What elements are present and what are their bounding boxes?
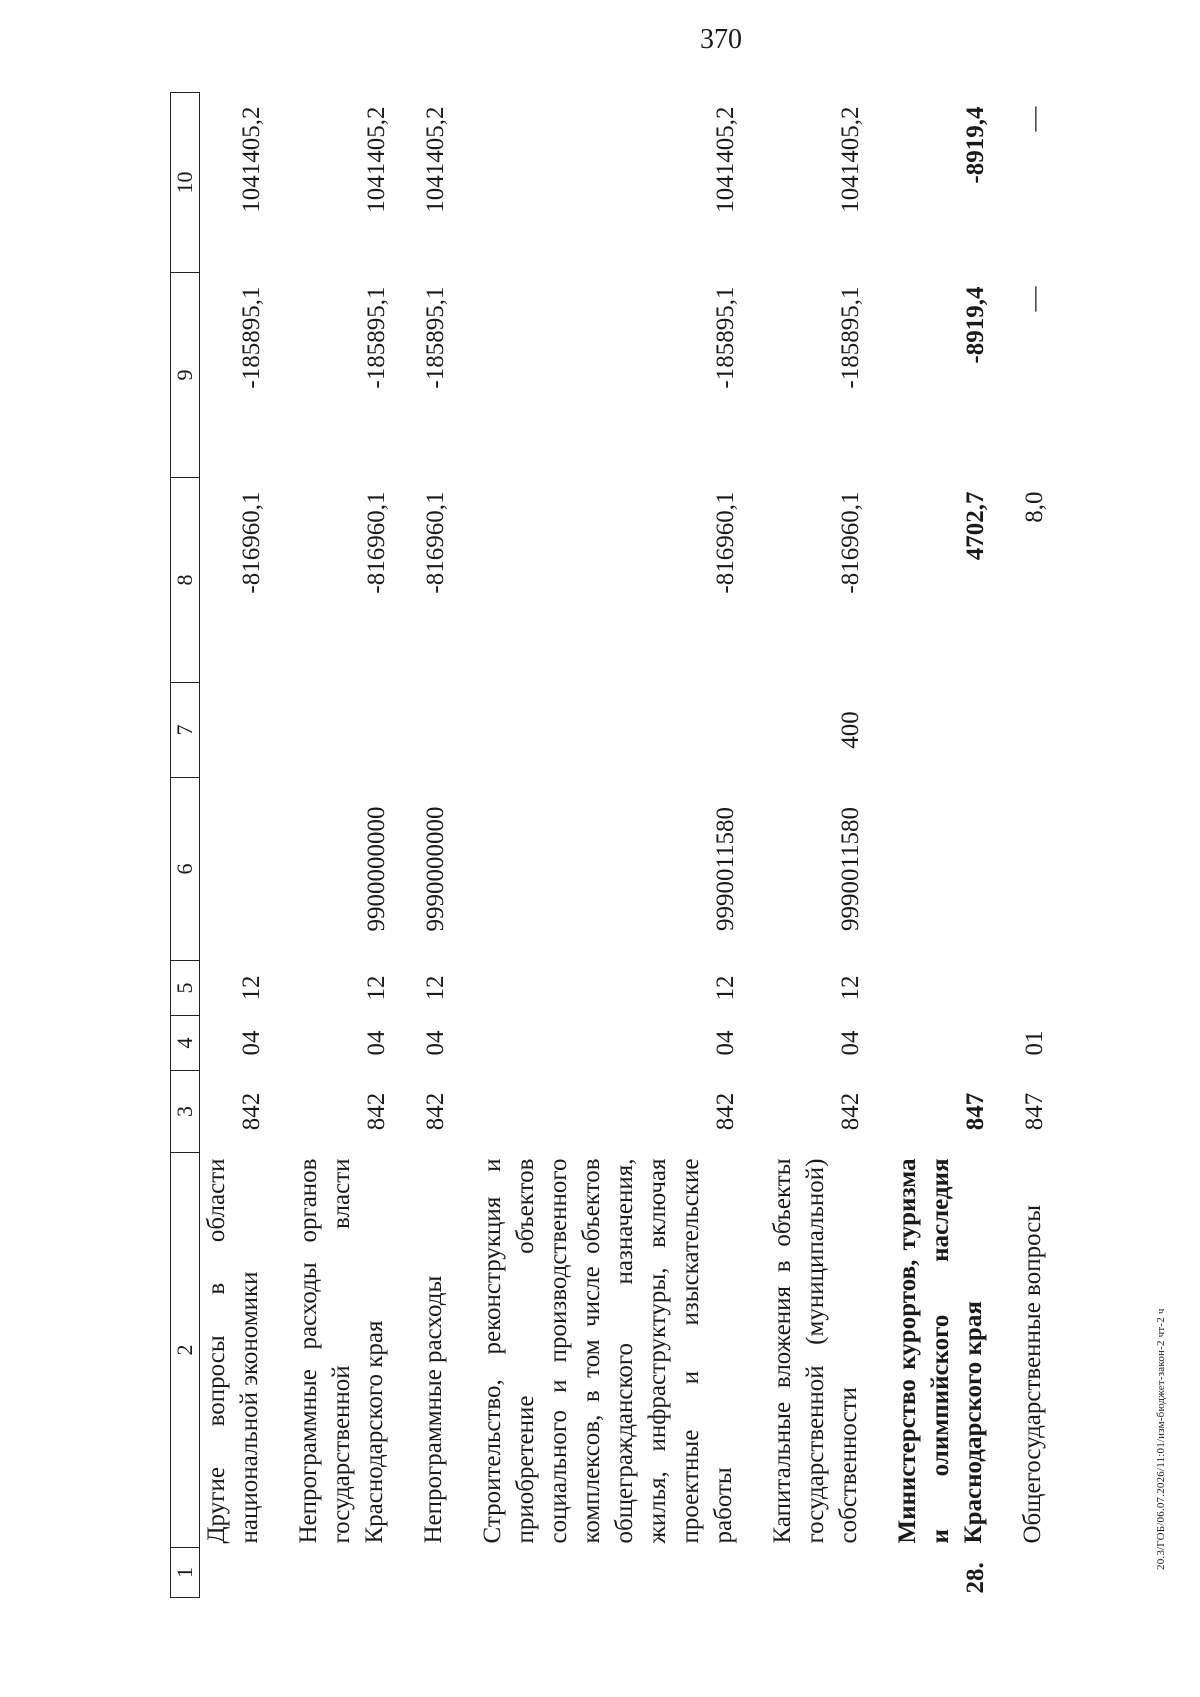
budget-table <box>170 92 1049 1598</box>
column-header: 9 <box>171 273 200 478</box>
target-article-code: 9990000000 <box>422 806 449 932</box>
table-row <box>200 93 293 1598</box>
target-article-code <box>891 778 1016 961</box>
column-header: 8 <box>171 478 200 683</box>
amount-col-9: -185895,1 <box>238 286 265 389</box>
table-row-ministry-total <box>891 93 1016 1598</box>
ministry-code: 842 <box>363 1092 390 1131</box>
column-header: 1 <box>171 1548 200 1598</box>
section-code: 04 <box>712 1030 739 1056</box>
subsection-code <box>1016 961 1049 1016</box>
amount-col-9: -185895,1 <box>363 286 390 389</box>
amount-col-8: -816960,1 <box>712 491 739 594</box>
table-row <box>766 93 891 1598</box>
target-article-code: 9990011580 <box>712 806 739 932</box>
table-row <box>1016 93 1049 1598</box>
row-number <box>417 1548 476 1598</box>
expense-type-code <box>1016 683 1049 778</box>
section-code: 04 <box>363 1030 390 1056</box>
amount-col-9: — <box>1021 286 1048 312</box>
row-name: Министерство курортов, туризма и олимпийского наследия Краснодарского края <box>894 1158 987 1544</box>
expense-type-code <box>891 683 1016 778</box>
row-number: 28. <box>962 1562 989 1594</box>
footer-document-code: 20.3/ГОБ/06.07.2026/11:01/изм-бюджет-закон-2 чт-2 ч <box>1155 1308 1167 1570</box>
row-name: Общегосударственные вопросы <box>1019 1204 1046 1544</box>
table-header-row <box>171 93 200 1598</box>
expense-type-code <box>476 683 766 778</box>
amount-col-10: — <box>1021 106 1048 132</box>
section-code: 04 <box>422 1030 449 1056</box>
amount-col-8: -816960,1 <box>363 491 390 594</box>
expense-type-code <box>200 683 293 778</box>
page-number: 370 <box>700 24 742 55</box>
column-header: 10 <box>171 93 200 273</box>
table-row <box>417 93 476 1598</box>
amount-col-10: 1041405,2 <box>712 106 739 213</box>
subsection-code: 12 <box>837 975 864 1001</box>
ministry-code: 842 <box>837 1092 864 1131</box>
target-article-code <box>200 778 293 961</box>
subsection-code: 12 <box>238 975 265 1001</box>
row-name: Непрограммные расходы органов государственной власти Краснодарского края <box>295 1158 388 1544</box>
target-article-code: 9900000000 <box>363 806 390 932</box>
ministry-code: 842 <box>422 1092 449 1131</box>
row-number <box>476 1548 766 1598</box>
amount-col-8: 4702,7 <box>962 491 989 561</box>
amount-col-10: 1041405,2 <box>238 106 265 213</box>
rotated-page-content <box>170 93 1100 1598</box>
row-name: Непрограммные расходы <box>420 1275 447 1544</box>
row-name: Строительство, реконструкция и приобретение объектов социального и производственного комплексов, в том числе объектов общегражданского назначения, жилья, инфраструктуры, включая проектные и изыскательские работы <box>479 1158 737 1544</box>
amount-col-9: -185895,1 <box>712 286 739 389</box>
subsection-code: 12 <box>363 975 390 1001</box>
subsection-code: 12 <box>422 975 449 1001</box>
amount-col-10: 1041405,2 <box>422 106 449 213</box>
amount-col-9: -8919,4 <box>962 286 989 364</box>
amount-col-9: -185895,1 <box>837 286 864 389</box>
column-header: 3 <box>171 1071 200 1153</box>
amount-col-10: -8919,4 <box>962 106 989 184</box>
column-header: 2 <box>171 1153 200 1548</box>
amount-col-8: 8,0 <box>1021 491 1048 523</box>
section-code <box>891 1016 1016 1071</box>
table-row <box>292 93 417 1598</box>
column-header: 5 <box>171 961 200 1016</box>
amount-col-10: 1041405,2 <box>837 106 864 213</box>
row-number <box>1016 1548 1049 1598</box>
amount-col-10: 1041405,2 <box>363 106 390 213</box>
amount-col-9: -185895,1 <box>422 286 449 389</box>
column-header: 4 <box>171 1016 200 1071</box>
amount-col-8: -816960,1 <box>422 491 449 594</box>
row-name: Капитальные вложения в объекты государственной (муниципальной) собственности <box>769 1158 862 1544</box>
expense-type-code: 400 <box>837 711 864 749</box>
ministry-code: 842 <box>238 1092 265 1131</box>
column-header: 6 <box>171 778 200 961</box>
row-number <box>766 1548 891 1598</box>
ministry-code: 847 <box>962 1092 989 1131</box>
ministry-code: 842 <box>712 1092 739 1131</box>
subsection-code <box>891 961 1016 1016</box>
expense-type-code <box>417 683 476 778</box>
target-article-code <box>1016 778 1049 961</box>
column-header: 7 <box>171 683 200 778</box>
expense-type-code <box>292 683 417 778</box>
ministry-code: 847 <box>1021 1092 1048 1131</box>
section-code: 04 <box>837 1030 864 1056</box>
subsection-code: 12 <box>712 975 739 1001</box>
row-number <box>292 1548 417 1598</box>
target-article-code: 9990011580 <box>837 806 864 932</box>
section-code: 01 <box>1021 1030 1048 1056</box>
row-number <box>200 1548 293 1598</box>
section-code: 04 <box>238 1030 265 1056</box>
row-name: Другие вопросы в области национальной экономики <box>203 1158 263 1544</box>
table-row <box>476 93 766 1598</box>
amount-col-8: -816960,1 <box>238 491 265 594</box>
amount-col-8: -816960,1 <box>837 491 864 594</box>
